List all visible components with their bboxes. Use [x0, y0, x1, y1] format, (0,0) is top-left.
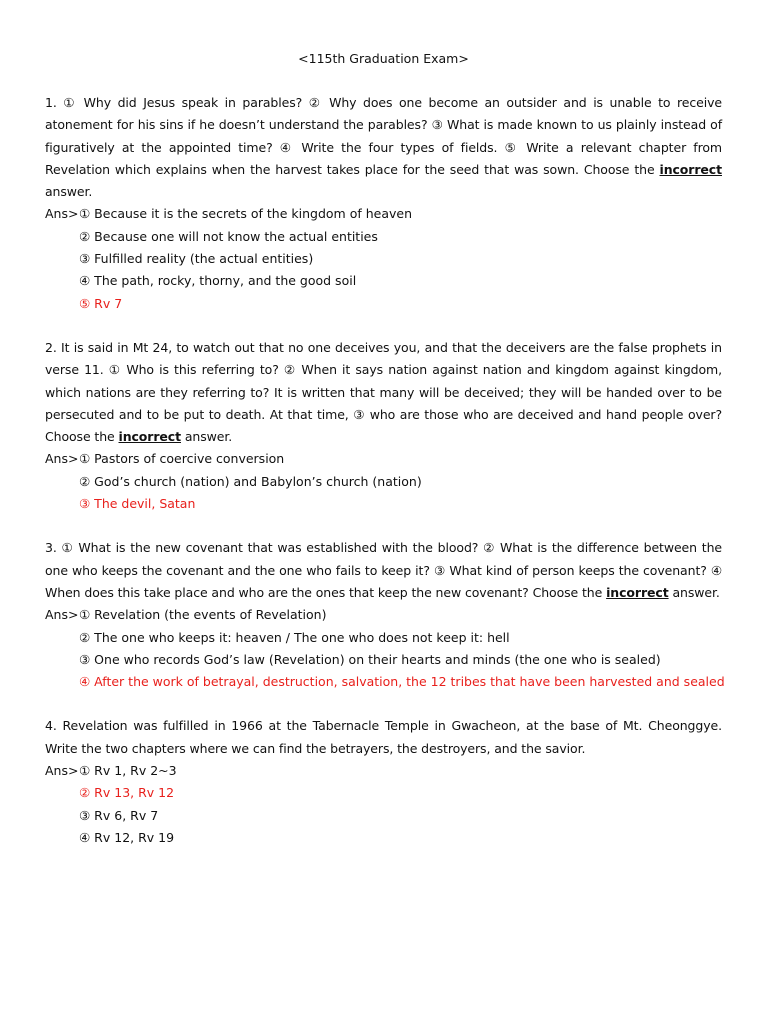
answer-item [45, 604, 722, 626]
question-2 [45, 337, 722, 515]
answer-item [45, 248, 722, 270]
answer-item [45, 805, 722, 827]
question-text [45, 92, 722, 203]
answer-item [45, 471, 722, 493]
question-lead: 4. Revelation was fulfilled in 1966 at the Tabernacle Temple in Gwacheon, at the base of Mt. Cheonggye. Write the two chapters where we can find the betrayers, the destroyers, and the savior. [45, 718, 722, 756]
answer-text: ② God’s church (nation) and Babylon’s church (nation) [79, 473, 422, 489]
ans-label: Ans> [45, 206, 79, 222]
emphasis-incorrect: incorrect [118, 429, 181, 445]
answer-list [45, 760, 722, 849]
emphasis-incorrect: incorrect [659, 161, 722, 177]
answer-text: ③ One who records God’s law (Revelation) on their hearts and minds (the one who is sealed) [79, 651, 661, 667]
answer-item-highlighted [45, 782, 722, 804]
answer-item [45, 827, 722, 849]
answer-list [45, 448, 722, 515]
answer-item [45, 627, 722, 649]
answer-item-highlighted [45, 293, 722, 315]
question-lead: 2. It is said in Mt 24, to watch out that no one deceives you, and that the deceivers are the false prophets in verse 11. ① Who is this referring to? ② When it says nation against nation and kingdom against kingdom, which nations are they referring to? It is written that many will be deceived; they will be handed over to be persecuted and to be put to death. At that time, ③ who are those who are deceived and hand people over? Choose the [45, 339, 722, 445]
question-text [45, 337, 722, 448]
ans-label: Ans> [45, 607, 79, 623]
ans-label: Ans> [45, 451, 79, 467]
answer-text: ④ Rv 12, Rv 19 [79, 829, 175, 845]
ans-label: Ans> [45, 763, 79, 779]
answer-text: ③ Fulfilled reality (the actual entities) [79, 251, 314, 267]
answer-text: ② Because one will not know the actual entities [79, 228, 378, 244]
answer-item-highlighted [45, 671, 725, 693]
answer-item-highlighted [45, 493, 722, 515]
answer-item [45, 649, 722, 671]
question-tail: answer. [45, 184, 93, 200]
answer-text: ③ Rv 6, Rv 7 [79, 807, 159, 823]
question-text [45, 537, 722, 604]
answer-text: ④ The path, rocky, thorny, and the good soil [79, 273, 357, 289]
answer-list [45, 604, 725, 693]
answer-item [45, 203, 722, 225]
answer-text: ① Revelation (the events of Revelation) [79, 607, 327, 623]
answer-text: ① Rv 1, Rv 2~3 [79, 763, 177, 779]
answer-text: ③ The devil, Satan [79, 496, 196, 512]
question-text [45, 715, 722, 760]
answer-item [45, 448, 722, 470]
answer-text: ② The one who keeps it: heaven / The one who does not keep it: hell [79, 629, 510, 645]
answer-text: ① Because it is the secrets of the kingdom of heaven [79, 206, 413, 222]
question-tail: answer. [181, 429, 233, 445]
question-3 [45, 537, 725, 693]
answer-text: ② Rv 13, Rv 12 [79, 785, 175, 801]
answer-item [45, 270, 722, 292]
question-tail: answer. [668, 584, 720, 600]
exam-title: <115th Graduation Exam> [298, 51, 469, 66]
answer-list [45, 203, 722, 314]
question-lead: 3. ① What is the new covenant that was established with the blood? ② What is the difference between the one who keeps the covenant and the one who fails to keep it? ③ What kind of person keeps the covenant? ④ When does this take place and who are the ones that keep the new covenant? Choose the [45, 540, 722, 600]
question-4 [45, 715, 722, 849]
answer-text: ① Pastors of coercive conversion [79, 451, 285, 467]
emphasis-incorrect: incorrect [606, 584, 669, 600]
question-1 [45, 92, 722, 315]
answer-item [45, 226, 722, 248]
question-lead: 1. ① Why did Jesus speak in parables? ② Why does one become an outsider and is unable to receive atonement for his sins if he doesn’t understand the parables? ③ What is made known to us plainly instead of figuratively at the appointed time? ④ Write the four types of fields. ⑤ Write a relevant chapter from Revelation which explains when the harvest takes place for the seed that was sown. Choose the [45, 95, 722, 177]
answer-item [45, 760, 722, 782]
answer-text: ⑤ Rv 7 [79, 295, 123, 311]
answer-text: ④ After the work of betrayal, destruction, salvation, the 12 tribes that have been harvested and sealed [79, 674, 725, 690]
